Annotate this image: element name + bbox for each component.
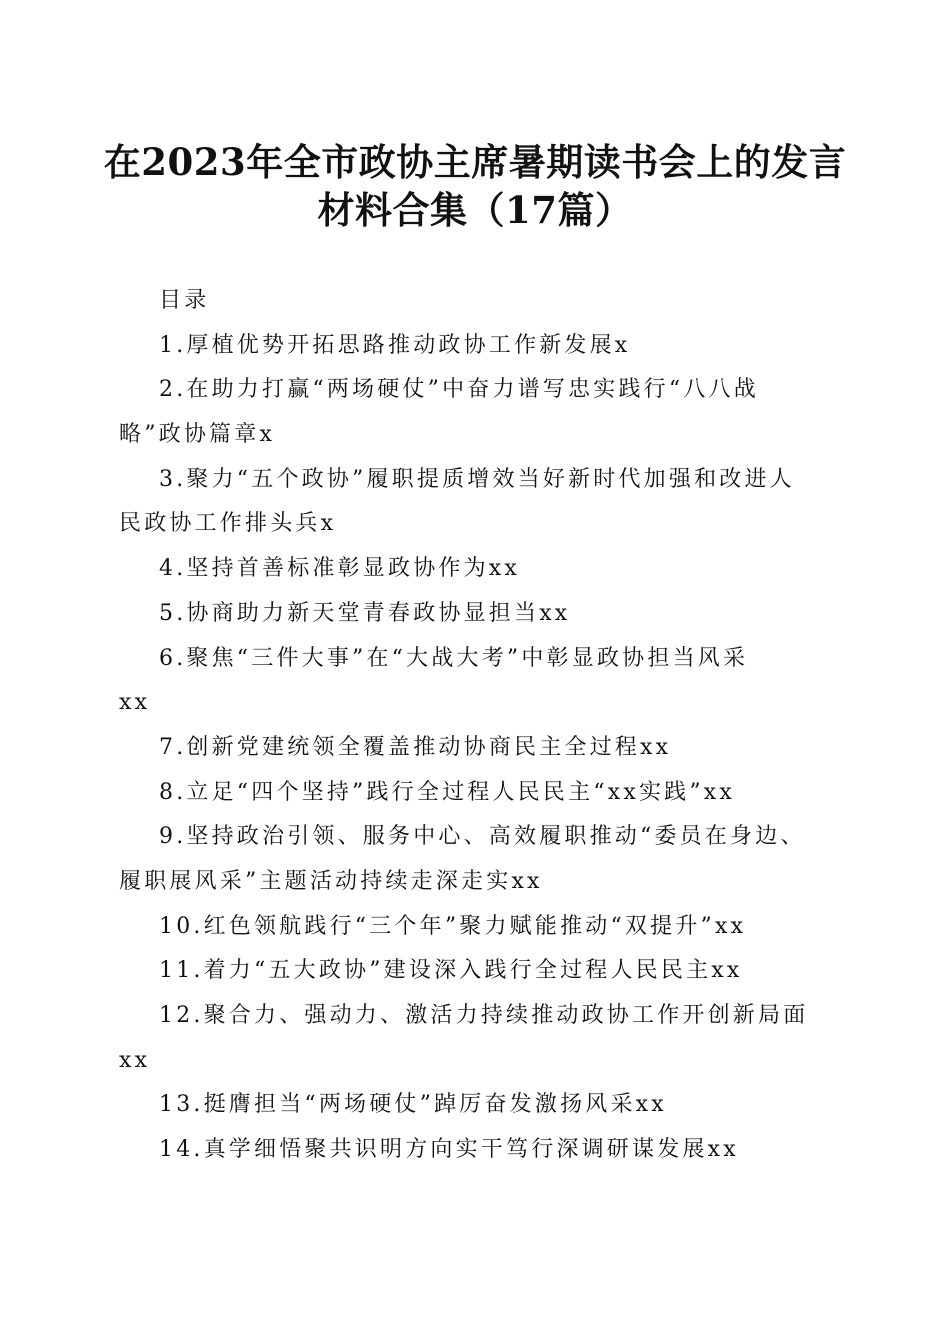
toc-entry: 9.坚持政治引领、服务中心、高效履职推动“委员在身边、: [159, 824, 806, 850]
toc-entry-continuation: 履职展风采”主题活动持续走深走实xx: [119, 868, 543, 894]
toc-entry: 11.着力“五大政协”建设深入践行全过程人民民主xx: [159, 958, 743, 984]
toc-entry: 3.聚力“五个政协”履职提质增效当好新时代加强和改进人: [159, 466, 795, 492]
toc-entry-continuation: xx: [119, 690, 151, 716]
toc-entry: 6.聚焦“三件大事”在“大战大考”中彰显政协担当风采: [159, 645, 749, 671]
toc-entry: 8.立足“四个坚持”践行全过程人民民主“xx实践”xx: [159, 779, 736, 805]
toc-entry: 13.挺膺担当“两场硬仗”踔厉奋发激扬风采xx: [159, 1092, 667, 1118]
toc-entry-continuation: 民政协工作排头兵x: [119, 511, 337, 537]
toc-entry: 5.协商助力新天堂青春政协显担当xx: [159, 600, 571, 626]
toc-entry: 4.坚持首善标准彰显政协作为xx: [159, 556, 521, 582]
toc-entry-continuation: xx: [119, 1047, 151, 1073]
document-title: [100, 138, 850, 234]
title-line-2: 材料合集（17篇）: [317, 188, 633, 232]
title-line-1: 在2023年全市政协主席暑期读书会上的发言: [103, 140, 847, 184]
toc-heading: 目录: [159, 288, 210, 313]
toc-entry: 7.创新党建统领全覆盖推动协商民主全过程xx: [159, 734, 672, 760]
toc-entry-continuation: 略”政协篇章x: [119, 422, 276, 448]
toc-entry: 12.聚合力、强动力、激活力持续推动政协工作开创新局面: [159, 1003, 809, 1028]
toc-entry: 14.真学细悟聚共识明方向实干笃行深调研谋发展xx: [159, 1137, 739, 1163]
toc-entry: 2.在助力打赢“两场硬仗”中奋力谱写忠实践行“八八战: [159, 377, 759, 403]
toc-entry: 10.红色领航践行“三个年”聚力赋能推动“双提升”xx: [159, 913, 747, 939]
table-of-contents: [119, 279, 825, 1173]
toc-entry: 1.厚植优势开拓思路推动政协工作新发展x: [159, 332, 631, 358]
